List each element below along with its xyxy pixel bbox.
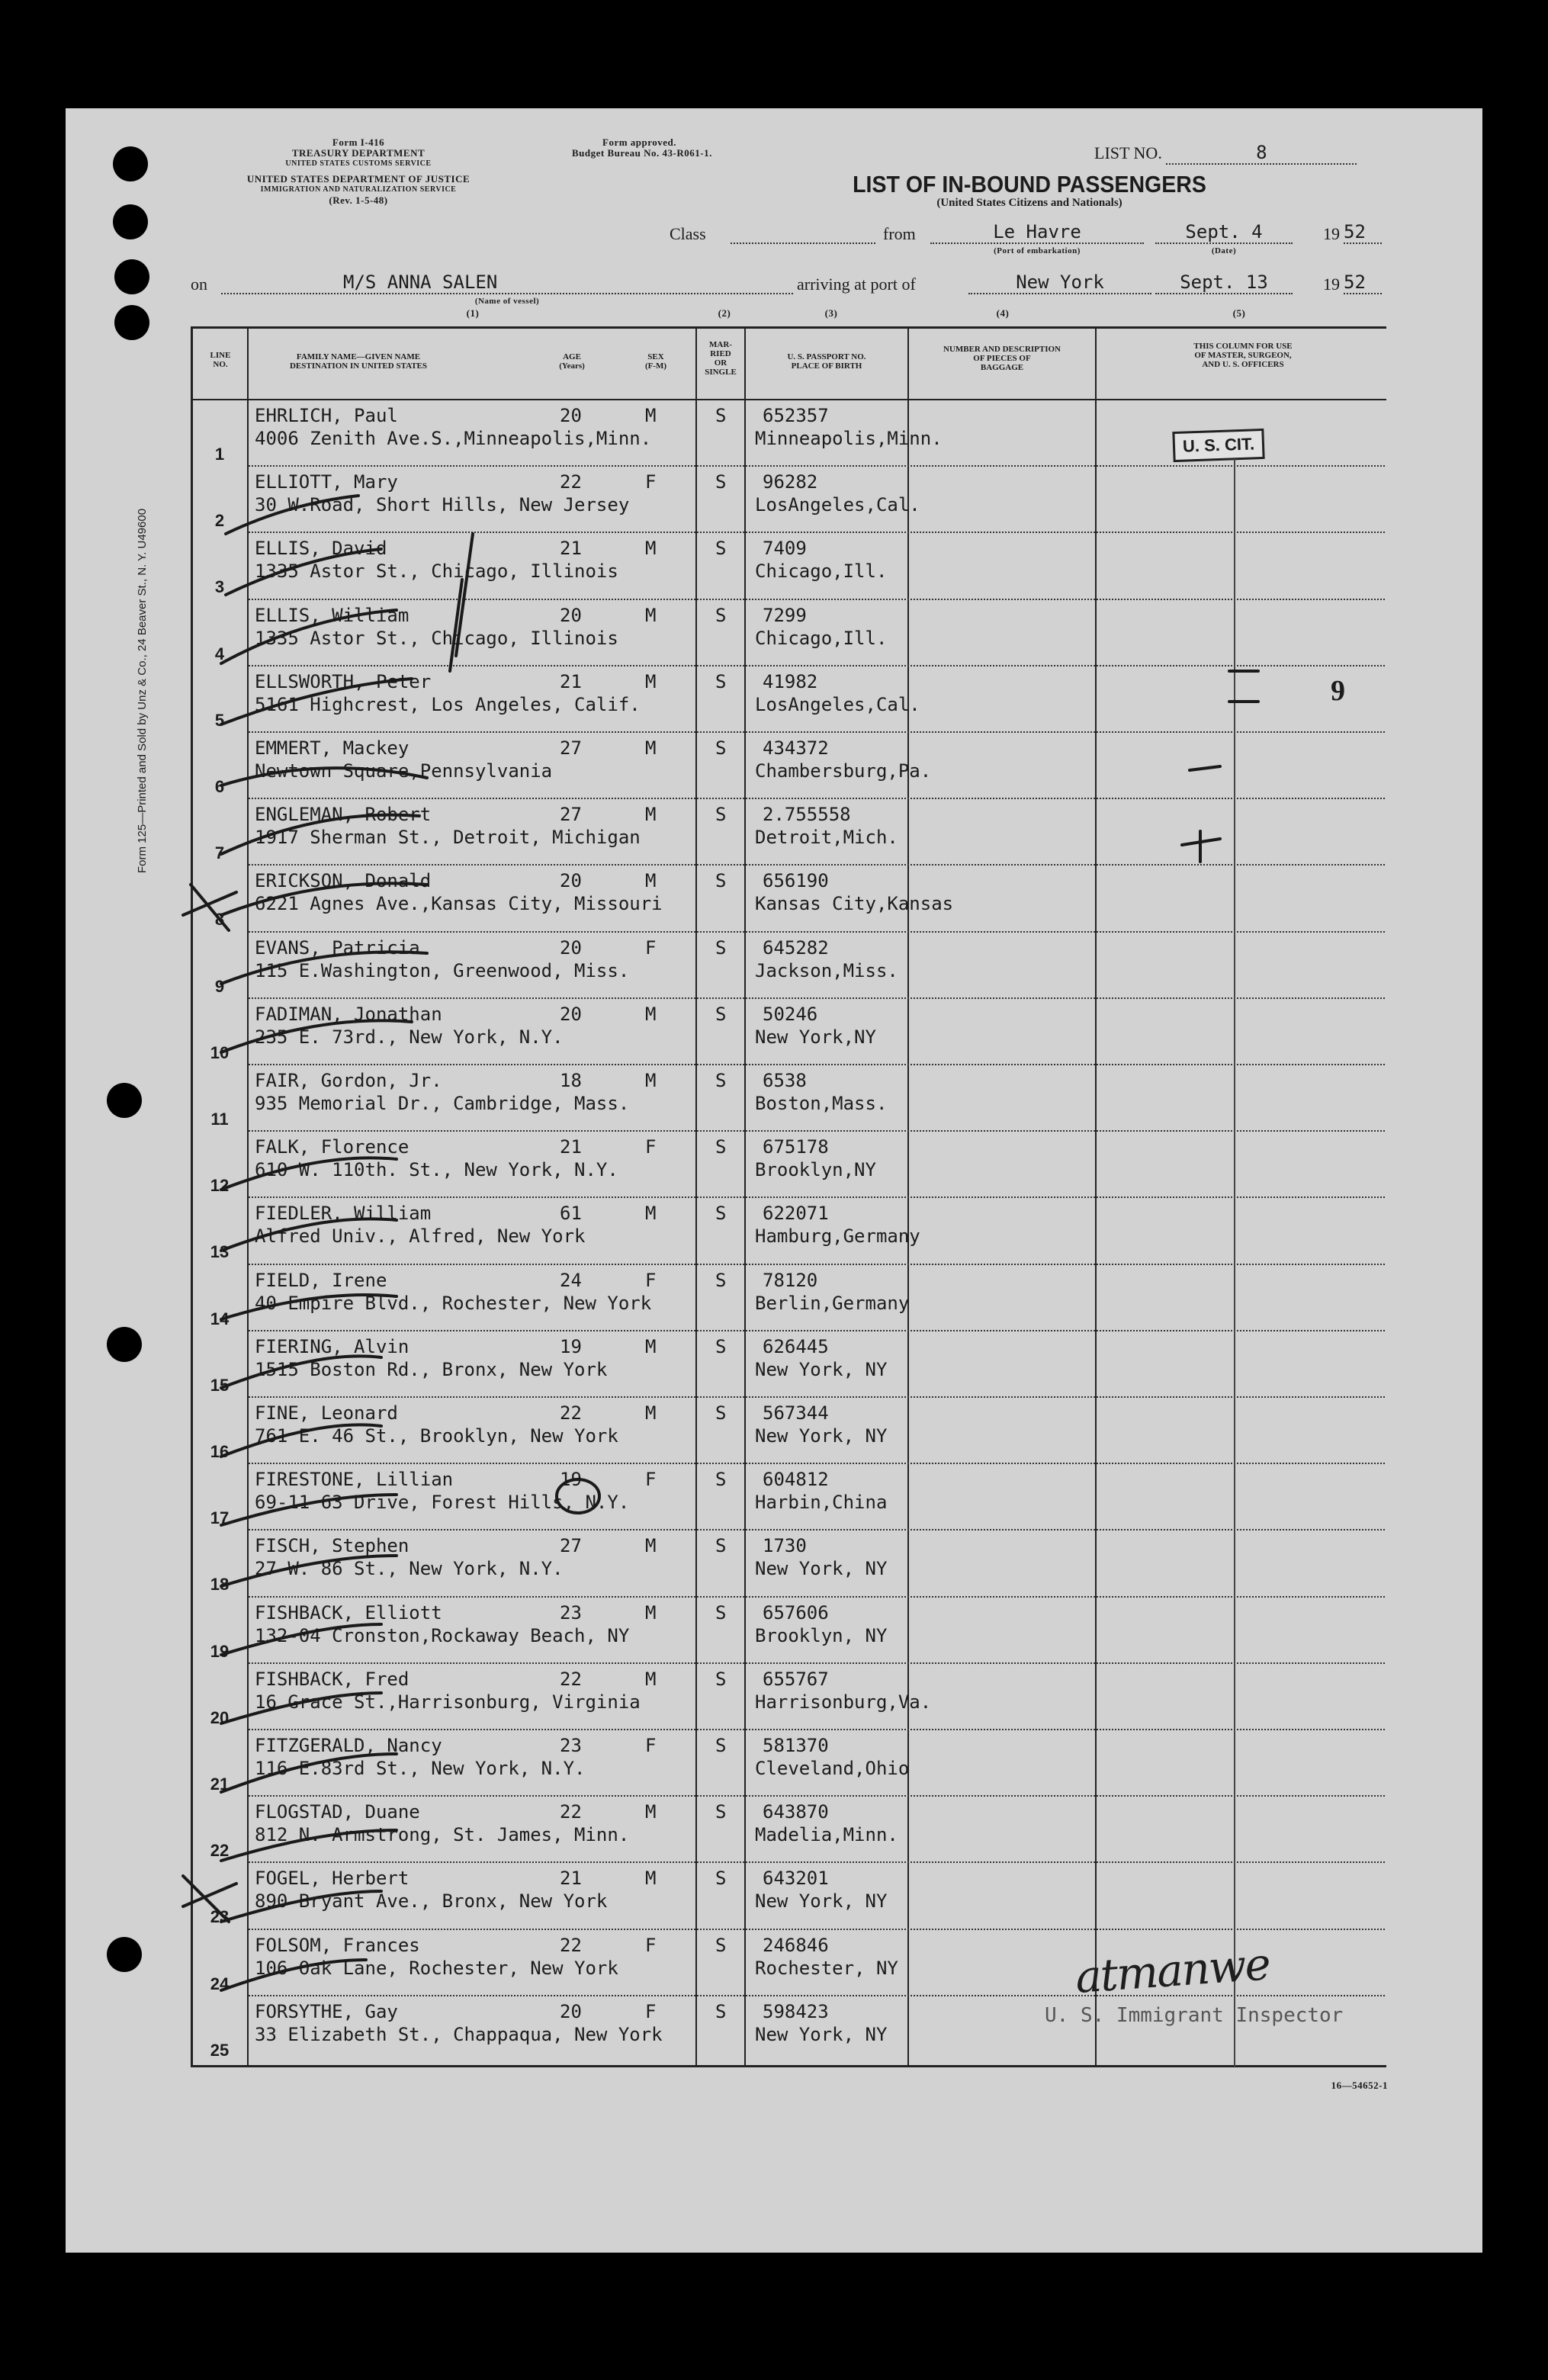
passenger-destination: 1335 Astor St., Chicago, Illinois xyxy=(255,560,618,583)
line-number: 7 xyxy=(214,843,225,863)
check-mark xyxy=(221,1693,381,1723)
passenger-destination: 812 N. Armstrong, St. James, Minn. xyxy=(255,1824,630,1846)
department-justice: UNITED STATES DEPARTMENT OF JUSTICE xyxy=(246,173,471,185)
passenger-sex: M xyxy=(645,538,657,560)
passenger-name: FIELD, Irene xyxy=(255,1269,387,1291)
passenger-name: ELLIS, David xyxy=(255,538,387,560)
line-number: 3 xyxy=(214,577,225,597)
check-mark xyxy=(221,815,419,854)
passenger-name: EHRLICH, Paul xyxy=(255,405,398,426)
passenger-destination: 27 W. 86 St., New York, N.Y. xyxy=(255,1558,564,1580)
passenger-name: FORSYTHE, Gay xyxy=(255,2000,398,2022)
marital-status: S xyxy=(715,1402,727,1424)
check-mark xyxy=(226,549,381,595)
line-number: 9 xyxy=(214,976,225,996)
line-number: 14 xyxy=(210,1309,230,1328)
passenger-age: 20 xyxy=(560,604,582,626)
passport-number: 675178 xyxy=(763,1136,829,1158)
on-label: on xyxy=(191,275,207,294)
printer-side-note: Form 125—Printed and Sold by Unz & Co., 24 Beaver St., N. Y. U49600 xyxy=(136,508,149,873)
check-mark xyxy=(221,1158,397,1190)
check-mark xyxy=(221,1830,397,1861)
marital-status: S xyxy=(715,604,727,626)
check-mark xyxy=(221,1356,381,1388)
marital-status: S xyxy=(715,1070,727,1091)
passenger-sex: M xyxy=(645,1601,657,1624)
passenger-destination: 16 Grace St.,Harrisonburg, Virginia xyxy=(255,1691,641,1713)
passport-number: 41982 xyxy=(763,670,818,692)
marital-status: S xyxy=(715,1003,727,1025)
passenger-sex: M xyxy=(645,1203,657,1225)
passenger-age: 19 xyxy=(560,1469,582,1491)
passenger-sex: M xyxy=(645,1402,657,1424)
passenger-age: 23 xyxy=(560,1735,582,1756)
header-name-destination: FAMILY NAME—GIVEN NAME DESTINATION IN UNITED STATES xyxy=(289,352,428,371)
passenger-sex: F xyxy=(645,471,657,493)
marital-status: S xyxy=(715,1934,727,1956)
header-sex: SEX (F-M) xyxy=(644,352,667,371)
place-of-birth: New York, NY xyxy=(755,1358,888,1380)
passenger-sex: M xyxy=(645,405,657,426)
passenger-sex: M xyxy=(645,1335,657,1357)
passenger-destination: 6221 Agnes Ave.,Kansas City, Missouri xyxy=(255,893,663,915)
line-number: 21 xyxy=(210,1775,230,1794)
marital-status: S xyxy=(715,1601,727,1624)
passport-number: 652357 xyxy=(763,405,829,426)
passenger-age: 19 xyxy=(560,1335,582,1357)
marital-status: S xyxy=(715,670,727,692)
marital-status: S xyxy=(715,471,727,493)
line-number: 4 xyxy=(214,644,225,663)
passport-number: 655767 xyxy=(763,1668,829,1690)
passenger-name: FIERING, Alvin xyxy=(255,1335,409,1357)
passenger-destination: 935 Memorial Dr., Cambridge, Mass. xyxy=(255,1093,630,1114)
passenger-destination: 69-11 63 Drive, Forest Hills, N.Y. xyxy=(255,1492,630,1514)
passenger-destination: 890 Bryant Ave., Bronx, New York xyxy=(255,1890,608,1913)
passenger-name: FAIR, Gordon, Jr. xyxy=(255,1070,442,1091)
passenger-sex: F xyxy=(645,936,657,959)
check-mark xyxy=(221,952,427,984)
marital-status: S xyxy=(715,737,727,759)
place-of-birth: Kansas City,Kansas xyxy=(755,893,954,915)
passenger-destination: 115 E.Washington, Greenwood, Miss. xyxy=(255,959,630,981)
passenger-destination: 30 W.Road, Short Hills, New Jersey xyxy=(255,494,630,516)
line-number: 24 xyxy=(210,1974,230,1993)
place-of-birth: Chambersburg,Pa. xyxy=(755,760,932,782)
passenger-name: FOLSOM, Frances xyxy=(255,1934,420,1956)
line-number: 6 xyxy=(214,777,225,796)
passenger-sex: F xyxy=(645,1136,657,1158)
document-subtitle: (United States Citizens and Nationals) xyxy=(936,197,1122,209)
cross-mark xyxy=(183,885,236,930)
date-caption: (Date) xyxy=(1211,246,1237,255)
line-number: 12 xyxy=(210,1176,230,1196)
line-number: 15 xyxy=(210,1375,230,1395)
passenger-age: 22 xyxy=(560,1668,582,1690)
vessel-name: M/S ANNA SALEN xyxy=(221,271,793,294)
passport-number: 434372 xyxy=(763,737,829,759)
footer-form-number: 16—54652-1 xyxy=(1331,2080,1388,2091)
column-number-5: (5) xyxy=(1232,307,1246,319)
place-of-birth: New York, NY xyxy=(755,1558,888,1580)
passport-number: 656190 xyxy=(763,870,829,892)
form-number: Form I-416 xyxy=(332,137,385,148)
passenger-sex: M xyxy=(645,1668,657,1690)
department-treasury: TREASURY DEPARTMENT xyxy=(291,147,426,159)
line-number: 25 xyxy=(210,2040,230,2060)
passenger-name: FINE, Leonard xyxy=(255,1402,398,1424)
marital-status: S xyxy=(715,870,727,892)
place-of-birth: Cleveland,Ohio xyxy=(755,1758,910,1779)
marital-status: S xyxy=(715,1269,727,1291)
marital-status: S xyxy=(715,1668,727,1690)
passenger-age: 20 xyxy=(560,870,582,892)
passenger-name: FISHBACK, Fred xyxy=(255,1668,409,1690)
passport-number: 643201 xyxy=(763,1868,829,1890)
place-of-birth: New York, NY xyxy=(755,1425,888,1447)
passenger-age: 22 xyxy=(560,1934,582,1956)
place-of-birth: Minneapolis,Minn. xyxy=(755,428,943,449)
line-number: 17 xyxy=(210,1508,230,1528)
passenger-age: 21 xyxy=(560,538,582,560)
header-officers-use: THIS COLUMN FOR USE OF MASTER, SURGEON, AND U. S. OFFICERS xyxy=(1193,342,1293,369)
passenger-destination: 610 W. 110th. St., New York, N.Y. xyxy=(255,1159,618,1181)
line-number: 8 xyxy=(214,910,225,930)
check-mark xyxy=(221,1295,397,1319)
place-of-birth: Detroit,Mich. xyxy=(755,827,898,849)
place-of-birth: Berlin,Germany xyxy=(755,1292,910,1314)
passenger-name: FIEDLER, William xyxy=(255,1203,432,1225)
passenger-sex: F xyxy=(645,1934,657,1956)
line-number: 10 xyxy=(210,1042,230,1062)
passenger-name: FISCH, Stephen xyxy=(255,1535,409,1557)
check-mark xyxy=(221,1624,381,1655)
departure-date: Sept. 4 xyxy=(1155,221,1293,244)
passport-number: 6538 xyxy=(763,1070,807,1091)
arriving-label: arriving at port of xyxy=(797,275,916,294)
port-of-embarkation: Le Havre xyxy=(930,221,1144,244)
passenger-destination: 1917 Sherman St., Detroit, Michigan xyxy=(255,827,641,849)
place-of-birth: LosAngeles,Cal. xyxy=(755,693,920,715)
passenger-name: ENGLEMAN, Robert xyxy=(255,804,432,826)
check-mark xyxy=(221,1891,381,1922)
header-age: AGE (Years) xyxy=(559,352,585,371)
check-mark xyxy=(221,1556,397,1586)
department-treasury-sub: UNITED STATES CUSTOMS SERVICE xyxy=(285,159,432,168)
place-of-birth: Hamburg,Germany xyxy=(755,1225,920,1248)
passenger-destination: 4006 Zenith Ave.S.,Minneapolis,Minn. xyxy=(255,428,652,449)
arrival-date: Sept. 13 xyxy=(1155,271,1293,294)
marital-status: S xyxy=(715,1535,727,1557)
passenger-age: 22 xyxy=(560,1402,582,1424)
place-of-birth: Madelia,Minn. xyxy=(755,1824,898,1846)
line-number: 5 xyxy=(214,710,225,730)
header-married-single: MAR- RIED OR SINGLE xyxy=(705,340,737,377)
place-of-birth: Rochester, NY xyxy=(755,1957,898,1979)
passenger-name: FADIMAN, Jonathan xyxy=(255,1003,442,1025)
passport-number: 657606 xyxy=(763,1601,829,1624)
department-justice-sub: IMMIGRATION AND NATURALIZATION SERVICE xyxy=(260,185,457,194)
place-of-birth: Boston,Mass. xyxy=(755,1093,888,1114)
marital-status: S xyxy=(715,538,727,560)
header-baggage: NUMBER AND DESCRIPTION OF PIECES OF BAGGAGE xyxy=(943,345,1061,372)
passenger-name: FOGEL, Herbert xyxy=(255,1868,409,1890)
marital-status: S xyxy=(715,936,727,959)
passenger-destination: 761 E. 46 St., Brooklyn, New York xyxy=(255,1425,618,1447)
passenger-age: 20 xyxy=(560,936,582,959)
passenger-destination: Alfred Univ., Alfred, New York xyxy=(255,1225,586,1248)
passenger-destination: Newtown Square,Pennsylvania xyxy=(255,760,553,782)
marital-status: S xyxy=(715,405,727,426)
line-number: 18 xyxy=(210,1575,230,1595)
marital-status: S xyxy=(715,1136,727,1158)
passenger-sex: M xyxy=(645,804,657,826)
place-of-birth: Chicago,Ill. xyxy=(755,627,888,649)
passport-number: 626445 xyxy=(763,1335,829,1357)
line-number: 20 xyxy=(210,1707,230,1727)
passenger-name: FITZGERALD, Nancy xyxy=(255,1735,442,1756)
immigrant-inspector-label: U. S. Immigrant Inspector xyxy=(1045,2004,1344,2027)
check-mark xyxy=(456,534,473,656)
passport-number: 1730 xyxy=(763,1535,807,1557)
header-line-no: LINE NO. xyxy=(210,351,231,369)
passenger-sex: M xyxy=(645,604,657,626)
column-number-2: (2) xyxy=(718,307,731,319)
marital-status: S xyxy=(715,1868,727,1890)
passport-number: 598423 xyxy=(763,2000,829,2022)
passport-number: 96282 xyxy=(763,471,818,493)
citizenship-stamp: U. S. CIT. xyxy=(1172,429,1264,462)
class-label: Class xyxy=(670,224,706,243)
tally-mark xyxy=(1190,766,1220,770)
passenger-destination: 132-04 Cronston,Rockaway Beach, NY xyxy=(255,1624,630,1646)
passport-number: 581370 xyxy=(763,1735,829,1756)
cross-mark xyxy=(183,1876,236,1922)
check-mark xyxy=(221,1754,397,1792)
passenger-name: ERICKSON, Donald xyxy=(255,870,432,892)
passenger-age: 21 xyxy=(560,1868,582,1890)
passenger-destination: 40 Empire Blvd., Rochester, New York xyxy=(255,1292,652,1314)
passenger-age: 27 xyxy=(560,737,582,759)
passport-number: 643870 xyxy=(763,1801,829,1823)
line-number: 22 xyxy=(210,1841,230,1861)
passenger-age: 20 xyxy=(560,405,582,426)
check-mark xyxy=(221,883,427,915)
place-of-birth: Brooklyn,NY xyxy=(755,1159,876,1181)
column-number-1: (1) xyxy=(466,307,480,319)
passenger-sex: F xyxy=(645,1469,657,1491)
place-of-birth: New York, NY xyxy=(755,2023,888,2045)
passenger-sex: M xyxy=(645,1868,657,1890)
passenger-age: 22 xyxy=(560,1801,582,1823)
passenger-age: 20 xyxy=(560,1003,582,1025)
passenger-name: EMMERT, Mackey xyxy=(255,737,409,759)
passenger-destination: 5161 Highcrest, Los Angeles, Calif. xyxy=(255,693,641,715)
passenger-age: 23 xyxy=(560,1601,582,1624)
passenger-name: FALK, Florence xyxy=(255,1136,409,1158)
passenger-age: 27 xyxy=(560,1535,582,1557)
column-number-3: (3) xyxy=(824,307,838,319)
marital-status: S xyxy=(715,1735,727,1756)
check-mark xyxy=(221,610,397,663)
place-of-birth: Harbin,China xyxy=(755,1492,888,1514)
passenger-age: 27 xyxy=(560,804,582,826)
marital-status: S xyxy=(715,1801,727,1823)
passenger-sex: M xyxy=(645,737,657,759)
departure-year: 52 xyxy=(1344,221,1382,244)
line-number: 19 xyxy=(210,1641,230,1661)
departure-year-prefix: 19 xyxy=(1323,224,1340,243)
marital-status: S xyxy=(715,2000,727,2022)
line-number: 1 xyxy=(214,445,225,464)
line-number: 23 xyxy=(210,1907,230,1927)
passport-number: 50246 xyxy=(763,1003,818,1025)
check-mark xyxy=(226,496,358,534)
port-of-embarkation-caption: (Port of embarkation) xyxy=(994,246,1081,255)
passenger-sex: F xyxy=(645,2000,657,2022)
passenger-destination: 1335 Astor St., Chicago, Illinois xyxy=(255,627,618,649)
arrival-year: 52 xyxy=(1344,271,1382,294)
line-number: 13 xyxy=(210,1242,230,1262)
passenger-destination: 1515 Boston Rd., Bronx, New York xyxy=(255,1358,608,1380)
passport-number: 7409 xyxy=(763,538,807,560)
from-label: from xyxy=(883,224,916,243)
passport-number: 622071 xyxy=(763,1203,829,1225)
passenger-age: 24 xyxy=(560,1269,582,1291)
port-of-arrival: New York xyxy=(968,271,1151,294)
line-number: 16 xyxy=(210,1442,230,1461)
passenger-name: ELLIOTT, Mary xyxy=(255,471,398,493)
passport-number: 7299 xyxy=(763,604,807,626)
passport-number: 604812 xyxy=(763,1469,829,1491)
passenger-sex: M xyxy=(645,1070,657,1091)
passenger-age: 21 xyxy=(560,1136,582,1158)
passenger-name: FIRESTONE, Lillian xyxy=(255,1469,454,1491)
budget-bureau: Budget Bureau No. 43-R061-1. xyxy=(572,147,712,159)
marital-status: S xyxy=(715,1335,727,1357)
list-number-value: 8 xyxy=(1166,142,1357,165)
passport-number: 78120 xyxy=(763,1269,818,1291)
passenger-sex: F xyxy=(645,1735,657,1756)
form-revision: (Rev. 1-5-48) xyxy=(329,194,388,206)
passenger-destination: 235 E. 73rd., New York, N.Y. xyxy=(255,1026,564,1048)
place-of-birth: LosAngeles,Cal. xyxy=(755,494,920,516)
passenger-sex: M xyxy=(645,670,657,692)
line-number: 11 xyxy=(210,1110,229,1129)
passport-number: 645282 xyxy=(763,936,829,959)
header-passport-birth: U. S. PASSPORT NO. PLACE OF BIRTH xyxy=(787,352,866,371)
place-of-birth: Brooklyn, NY xyxy=(755,1624,888,1646)
check-mark xyxy=(221,1219,397,1251)
place-of-birth: Jackson,Miss. xyxy=(755,959,898,981)
passenger-age: 22 xyxy=(560,471,582,493)
marital-status: S xyxy=(715,804,727,826)
passenger-age: 61 xyxy=(560,1203,582,1225)
signature: atmanwe xyxy=(1073,1938,1271,2003)
column-number-4: (4) xyxy=(996,307,1010,319)
arrival-year-prefix: 19 xyxy=(1323,275,1340,294)
vessel-caption: (Name of vessel) xyxy=(474,297,540,306)
passport-number: 567344 xyxy=(763,1402,829,1424)
age-circle xyxy=(557,1479,599,1513)
passenger-sex: M xyxy=(645,870,657,892)
passenger-age: 18 xyxy=(560,1070,582,1091)
passenger-destination: 116 E.83rd St., New York, N.Y. xyxy=(255,1758,586,1779)
passenger-name: EVANS, Patricia xyxy=(255,936,420,959)
document-title: LIST OF IN-BOUND PASSENGERS xyxy=(853,171,1206,198)
list-number-label: LIST NO. xyxy=(1094,143,1162,162)
passenger-sex: M xyxy=(645,1801,657,1823)
passenger-sex: M xyxy=(645,1003,657,1025)
passport-number: 246846 xyxy=(763,1934,829,1956)
passenger-destination: 33 Elizabeth St., Chappaqua, New York xyxy=(255,2023,663,2045)
form-approved: Form approved. xyxy=(602,137,677,148)
check-mark xyxy=(221,679,412,724)
passport-number: 2.755558 xyxy=(763,804,851,826)
line-number: 2 xyxy=(214,511,225,531)
passenger-age: 20 xyxy=(560,2000,582,2022)
passenger-name: FLOGSTAD, Duane xyxy=(255,1801,420,1823)
place-of-birth: New York,NY xyxy=(755,1026,876,1048)
passenger-destination: 106 Oak Lane, Rochester, New York xyxy=(255,1957,618,1979)
check-mark xyxy=(221,1020,412,1052)
check-mark xyxy=(221,768,427,785)
count-mark: 9 xyxy=(1331,675,1345,707)
passenger-name: ELLSWORTH, Peter xyxy=(255,670,432,692)
check-mark xyxy=(221,1960,366,1990)
check-mark xyxy=(221,1424,381,1457)
passenger-sex: F xyxy=(645,1269,657,1291)
marital-status: S xyxy=(715,1469,727,1491)
passenger-sex: M xyxy=(645,1535,657,1557)
passenger-name: FISHBACK, Elliott xyxy=(255,1601,442,1624)
place-of-birth: Chicago,Ill. xyxy=(755,560,888,583)
check-mark xyxy=(221,1495,397,1525)
place-of-birth: Harrisonburg,Va. xyxy=(755,1691,932,1713)
marital-status: S xyxy=(715,1203,727,1225)
place-of-birth: New York, NY xyxy=(755,1890,888,1913)
passenger-name: ELLIS, William xyxy=(255,604,409,626)
passenger-age: 21 xyxy=(560,670,582,692)
